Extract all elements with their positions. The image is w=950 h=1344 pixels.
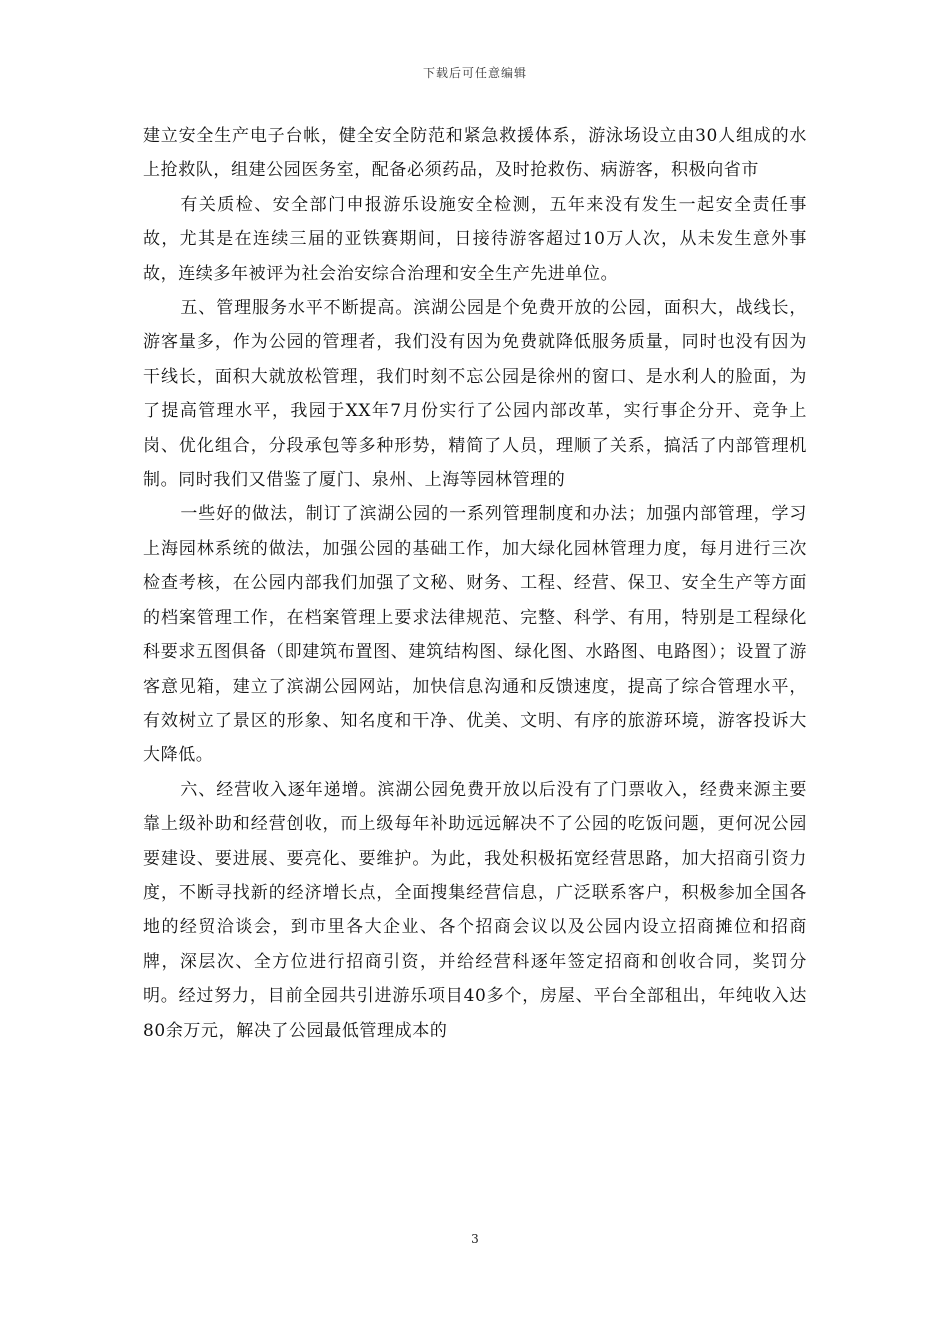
paragraph-safety: 有关质检、安全部门申报游乐设施安全检测，五年来没有发生一起安全责任事故，尤其是在连续三届的亚铁赛期间，日接待游客超过10万人次，从未发生意外事故，连续多年被评为社会治安综合治理和安全生产先进单位。 xyxy=(143,194,807,284)
paragraph-operating-income: 六、经营收入逐年递增。滨湖公园免费开放以后没有了门票收入，经费来源主要靠上级补助和经营创收，而上级每年补助远远解决不了公园的吃饭问题，更何况公园要建设、要进展、要亮化、要维护。为此，我处积极拓宽经营思路，加大招商引资力度，不断寻找新的经济增长点，全面搜集经营信息，广泛联系客户，积极参加全国各地的经贸洽谈会，到市里各大企业、各个招商会议以及公园内设立招商摊位和招商牌，深层次、全方位进行招商引资，并给经营科逐年签定招商和创收合同，奖罚分明。经过努力，目前全园共引进游乐项目40多个，房屋、平台全部租出，年纯收入达80余万元，解决了公园最低管理成本的 xyxy=(143,779,807,1041)
paragraph-management-practices: 一些好的做法，制订了滨湖公园的一系列管理制度和办法；加强内部管理，学习上海园林系统的做法，加强公园的基础工作，加大绿化园林管理力度，每月进行三次检查考核，在公园内部我们加强了文秘、财务、工程、经营、保卫、安全生产等方面的档案管理工作，在档案管理上要求法律规范、完整、科学、有用，特别是工程绿化科要求五图俱备（即建筑布置图、建筑结构图、绿化图、水路图、电路图）；设置了游客意见箱，建立了滨湖公园网站，加快信息沟通和反馈速度，提高了综合管理水平，有效树立了景区的形象、知名度和干净、优美、文明、有序的旅游环境，游客投诉大大降低。 xyxy=(143,504,807,766)
paragraph-management-service: 五、管理服务水平不断提高。滨湖公园是个免费开放的公园，面积大，战线长，游客量多，作为公园的管理者，我们没有因为免费就降低服务质量，同时也没有因为干线长，面积大就放松管理，我们时刻不忘公园是徐州的窗口、是水利人的脸面，为了提高管理水平，我园于XX年7月份实行了公园内部改革，实行事企分开、竞争上岗、优化组合，分段承包等多种形势，精简了人员，理顺了关系，搞活了内部管理机制。同时我们又借鉴了厦门、泉州、上海等园林管理的 xyxy=(143,298,807,491)
page-header: 下载后可任意编辑 xyxy=(422,66,527,80)
document-body xyxy=(143,119,807,1048)
paragraph-continuation: 建立安全生产电子台帐，健全安全防范和紧急救援体系，游泳场设立由30人组成的水上抢救队，组建公园医务室，配备必须药品，及时抢救伤、病游客，积极向省市 xyxy=(143,126,807,181)
page-number: 3 xyxy=(471,1232,479,1246)
